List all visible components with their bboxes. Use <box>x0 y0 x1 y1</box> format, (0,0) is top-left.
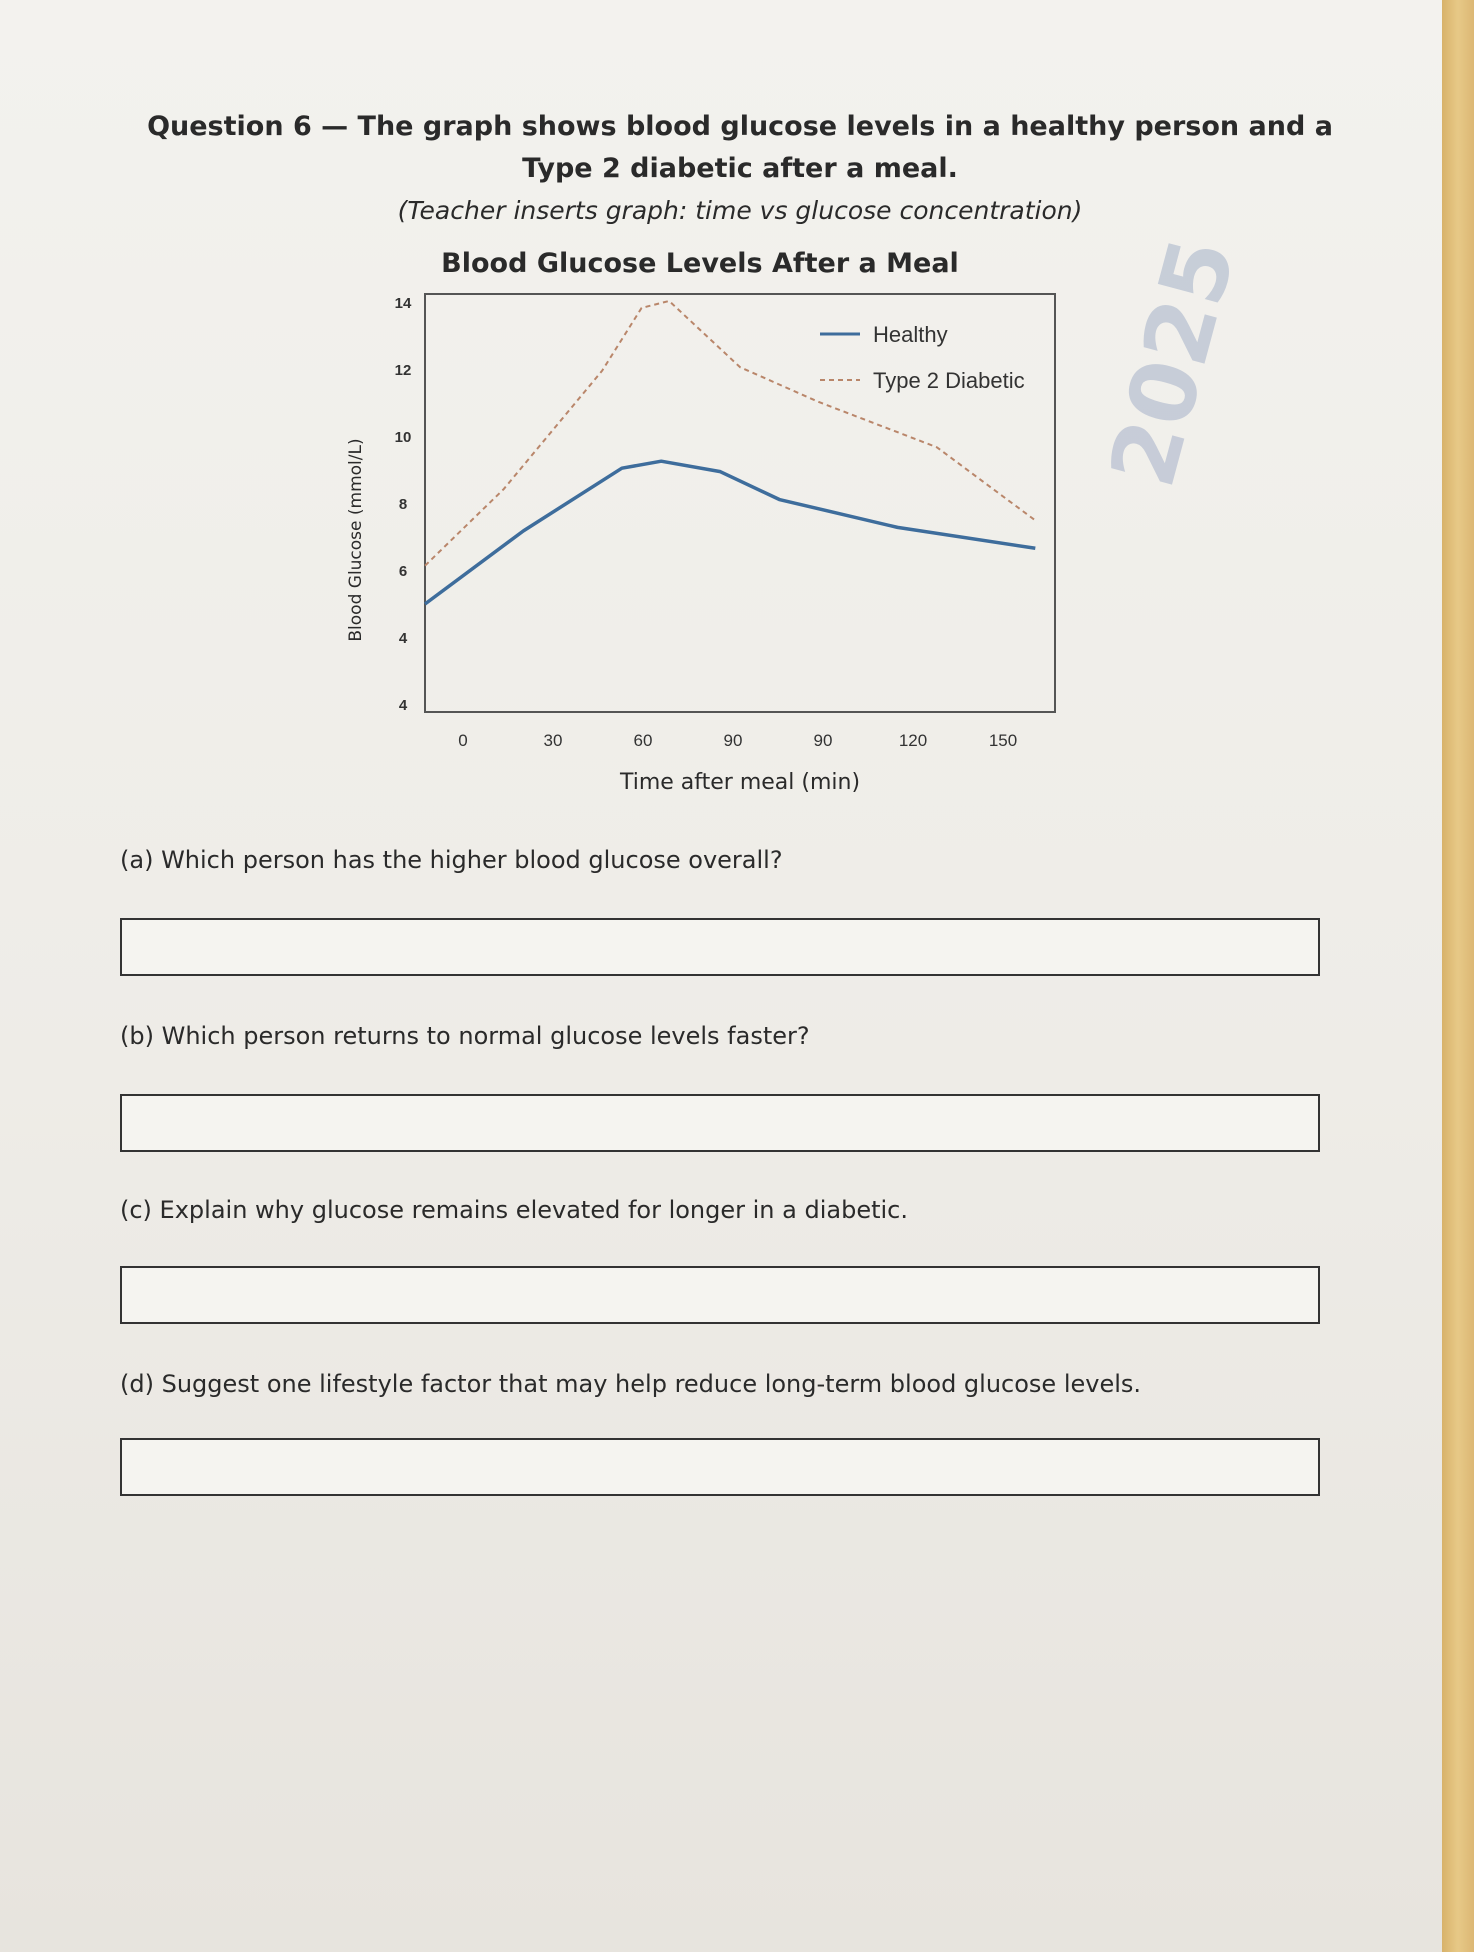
teacher-note: (Teacher inserts graph: time vs glucose concentration) <box>397 196 1083 225</box>
answer-box-d[interactable] <box>120 1438 1320 1496</box>
answer-box-b[interactable] <box>120 1094 1320 1152</box>
question-d: (d) Suggest one lifestyle factor that may help reduce long-term blood glucose levels. <box>120 1370 1142 1398</box>
y-tick-label: 14 <box>394 295 412 312</box>
answer-box-c[interactable] <box>120 1266 1320 1324</box>
x-tick-label: 0 <box>458 731 468 750</box>
question-c: (c) Explain why glucose remains elevated for longer in a diabetic. <box>120 1196 908 1224</box>
x-tick-label: 60 <box>633 731 653 750</box>
glucose-line-chart <box>350 280 1070 760</box>
y-tick-label: 8 <box>398 496 408 513</box>
y-axis-label: Blood Glucose (mmol/L) <box>346 438 366 642</box>
legend-label: Type 2 Diabetic <box>873 368 1025 393</box>
x-tick-label: 30 <box>543 731 563 750</box>
question-title: Question 6 — The graph shows blood glucose levels in a healthy person and a Type 2 diabetic after a meal. <box>147 111 1333 184</box>
x-tick-label: 90 <box>723 731 743 750</box>
watermark: 2025 <box>1090 228 1257 498</box>
x-tick-label: 150 <box>988 731 1018 750</box>
legend-label: Healthy <box>873 322 948 347</box>
x-tick-label: 120 <box>898 731 928 750</box>
y-tick-label: 4 <box>398 630 408 647</box>
answer-box-a[interactable] <box>120 918 1320 976</box>
page-edge <box>1442 0 1474 1952</box>
y-tick-label: 4 <box>398 697 408 714</box>
plot-frame <box>425 294 1055 712</box>
x-tick-label: 90 <box>813 731 833 750</box>
question-b: (b) Which person returns to normal glucose levels faster? <box>120 1022 810 1050</box>
y-tick-label: 12 <box>394 362 412 379</box>
x-axis-label: Time after meal (min) <box>619 770 861 795</box>
question-a: (a) Which person has the higher blood glucose overall? <box>120 846 783 874</box>
series-line-healthy <box>425 461 1035 604</box>
chart-title: Blood Glucose Levels After a Meal <box>441 248 959 279</box>
y-tick-label: 10 <box>394 429 412 446</box>
y-tick-label: 6 <box>398 563 408 580</box>
